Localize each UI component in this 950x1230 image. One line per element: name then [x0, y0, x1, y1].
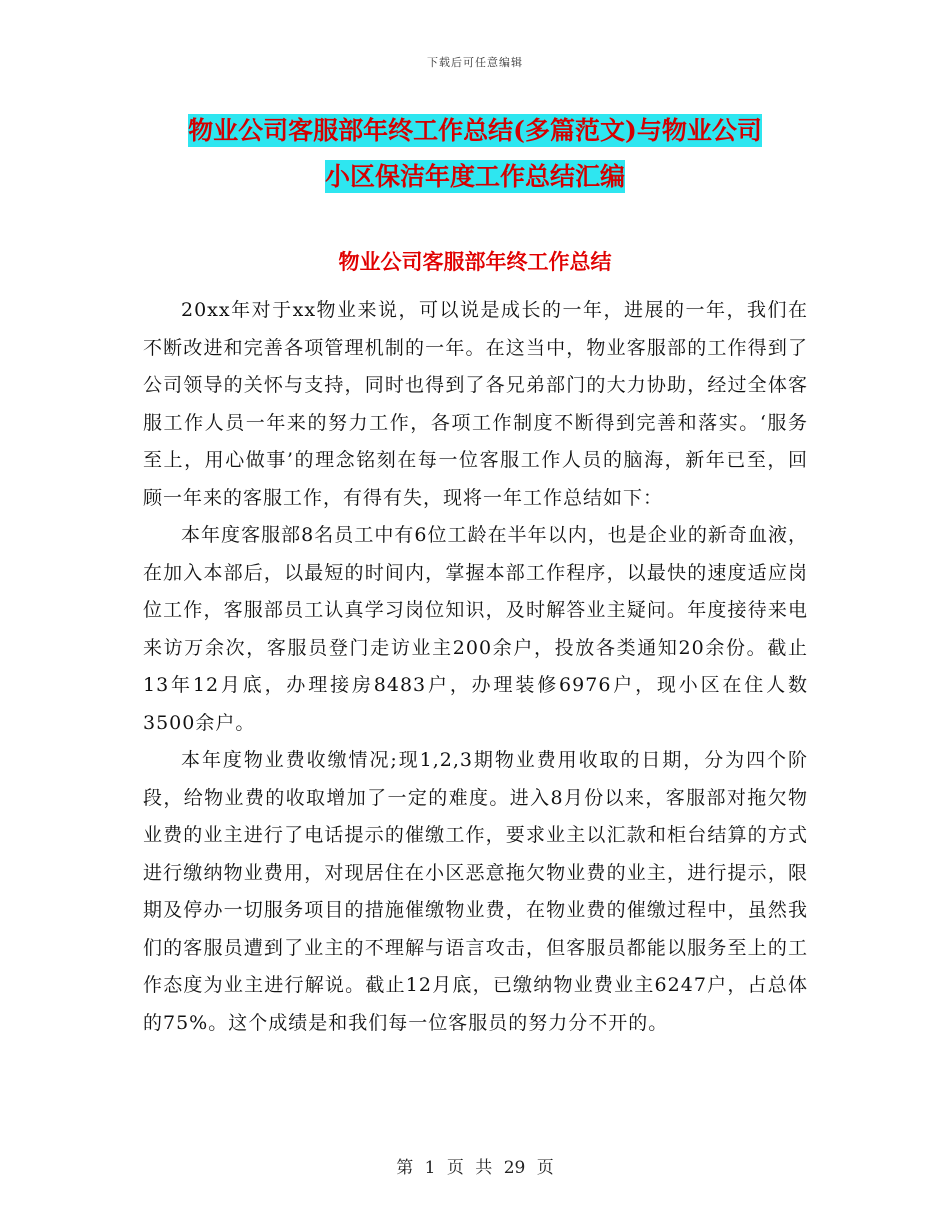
title-line-2: 小区保洁年度工作总结汇编: [324, 162, 625, 191]
title-line-1: 物业公司客服部年终工作总结(多篇范文)与物业公司: [188, 116, 762, 145]
paragraph: 20xx年对于xx物业来说，可以说是成长的一年，进展的一年，我们在不断改进和完善各项管理机制的一年。在这当中，物业客服部的工作得到了公司领导的关怀与支持，同时也得到了各兄弟部门的大力协助，经过全体客服工作人员一年来的努力工作，各项工作制度不断得到完善和落实。‘服务至上，用心做事’的理念铭刻在每一位客服工作人员的脑海，新年已至，回顾一年来的客服工作，有得有失，现将一年工作总结如下：: [143, 299, 808, 509]
body-text: [143, 292, 808, 1042]
page-footer: 第 1 页 共 29 页: [396, 1158, 554, 1178]
document-title: [140, 108, 810, 200]
section-title: 物业公司客服部年终工作总结: [338, 249, 612, 274]
paragraph: 本年度客服部8名员工中有6位工龄在半年以内，也是企业的新奇血液，在加入本部后，以最短的时间内，掌握本部工作程序，以最快的速度适应岗位工作，客服部员工认真学习岗位知识，及时解答业主疑问。年度接待来电来访万余次，客服员登门走访业主200余户，投放各类通知20余份。截止13年12月底，办理接房8483户，办理装修6976户，现小区在住人数3500余户。: [143, 524, 808, 734]
paragraph: 本年度物业费收缴情况;现1,2,3期物业费用收取的日期，分为四个阶段，给物业费的收取增加了一定的难度。进入8月份以来，客服部对拖欠物业费的业主进行了电话提示的催缴工作，要求业主以汇款和柜台结算的方式进行缴纳物业费用，对现居住在小区恶意拖欠物业费的业主，进行提示，限期及停办一切服务项目的措施催缴物业费，在物业费的催缴过程中，虽然我们的客服员遭到了业主的不理解与语言攻击，但客服员都能以服务至上的工作态度为业主进行解说。截止12月底，已缴纳物业费业主6247户，占总体的75%。这个成绩是和我们每一位客服员的努力分不开的。: [143, 749, 808, 1034]
header-note: 下载后可任意编辑: [427, 56, 523, 69]
